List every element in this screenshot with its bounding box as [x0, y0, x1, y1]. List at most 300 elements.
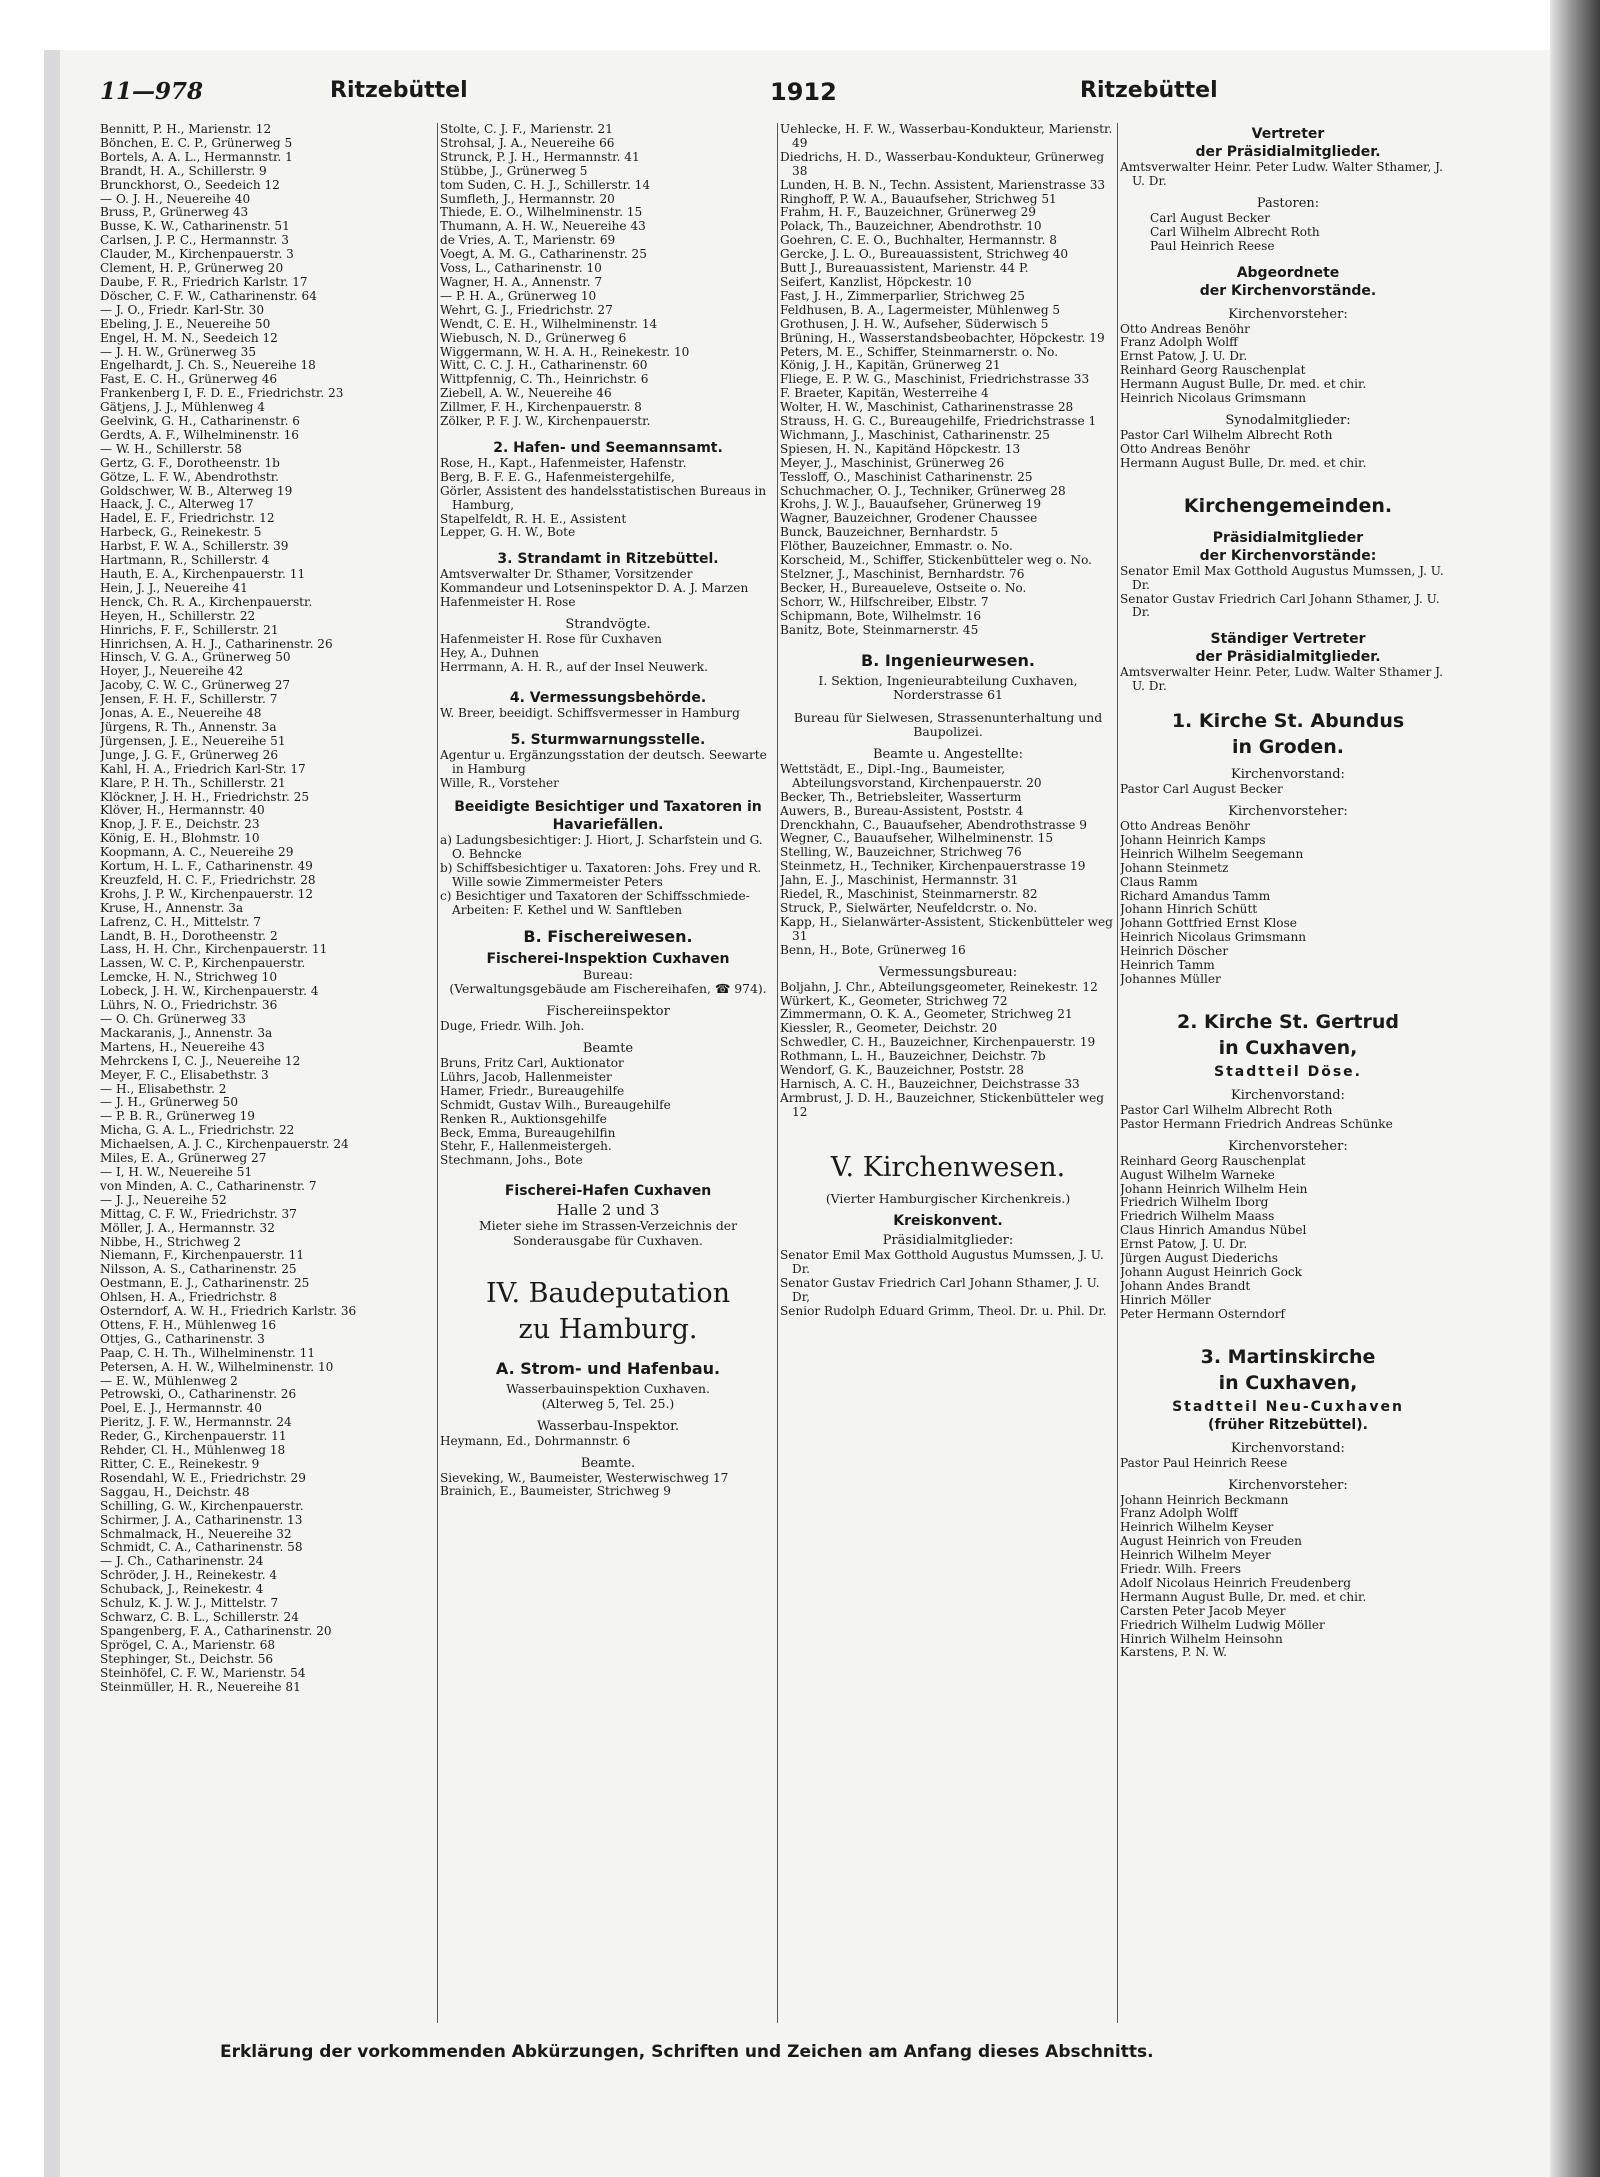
list-item: Grothusen, J. H. W., Aufseher, Süderwisch 5	[780, 317, 1049, 331]
column-3	[780, 123, 1116, 2038]
subsection-title: Kirchenvorstand:	[1231, 1440, 1345, 1456]
list-item: Ringhoff, P. W. A., Bauaufseher, Strichweg 51	[780, 192, 1057, 206]
list-item: Pastor Hermann Friedrich Andreas Schünke	[1120, 1117, 1393, 1131]
list-item: Krohs, J. P. W., Kirchenpauerstr. 12	[100, 887, 314, 901]
list-item: Wagner, H. A., Annenstr. 7	[440, 275, 603, 289]
list-item: Frankenberg I, F. D. E., Friedrichstr. 23	[100, 387, 344, 401]
list-item: Zimmermann, O. K. A., Geometer, Strichweg 21	[780, 1008, 1073, 1022]
list-item: Renken R., Auktionsgehilfe	[440, 1112, 607, 1126]
list-item: Heinrich Wilhelm Keyser	[1120, 1521, 1274, 1535]
section-title: Ständiger Vertreter	[1210, 631, 1366, 648]
list-item: Goehren, C. E. O., Buchhalter, Hermannstr. 8	[780, 234, 1057, 248]
list-item: Clauder, M., Kirchenpauerstr. 3	[100, 248, 294, 262]
list-item: Johann August Heinrich Gock	[1120, 1265, 1302, 1279]
list-item: — P. B. R., Grünerweg 19	[100, 1110, 255, 1124]
list-item: Ernst Patow, J. U. Dr.	[1120, 1238, 1248, 1252]
section-list	[440, 457, 776, 540]
list-item: Klöckner, J. H. H., Friedrichstr. 25	[100, 790, 310, 804]
list-item: Wagner, Bauzeichner, Grodener Chaussee	[780, 512, 1038, 526]
list-item: Wendorf, G. K., Bauzeichner, Poststr. 28	[780, 1064, 1024, 1078]
column-1	[100, 123, 436, 2038]
list-item: Strauss, H. G. C., Bureaugehilfe, Friedrichstrasse 1	[780, 415, 1097, 429]
list-item: Geelvink, G. H., Catharinenstr. 6	[100, 415, 300, 429]
list-item: Friedrich Wilhelm Maass	[1120, 1210, 1275, 1224]
subsection-title: Strandvögte.	[565, 617, 651, 633]
list-item: Kiessler, R., Geometer, Deichstr. 20	[780, 1022, 998, 1036]
list-item: Micha, G. A. L., Friedrichstr. 22	[100, 1124, 295, 1138]
list-item: Döscher, C. F. W., Catharinenstr. 64	[100, 289, 317, 303]
list-item: Voss, L., Catharinenstr. 10	[440, 262, 602, 276]
list-item: Boljahn, J. Chr., Abteilungsgeometer, Reinekestr. 12	[780, 980, 1098, 994]
list-item: Hey, A., Duhnen	[440, 647, 539, 660]
list-item: Harnisch, A. C. H., Bauzeichner, Deichstrasse 33	[780, 1077, 1080, 1091]
list-item: — J. O., Friedr. Karl-Str. 30	[100, 303, 265, 317]
page-header	[100, 78, 1480, 118]
list-item: Schmidt, Gustav Wilh., Bureaugehilfe	[440, 1098, 671, 1112]
list-item: Paap, C. H. Th., Wilhelminenstr. 11	[100, 1346, 316, 1360]
list-item: Thiede, E. O., Wilhelminenstr. 15	[440, 206, 643, 220]
section-title: A. Strom- und Hafenbau.	[495, 1359, 721, 1379]
section-title: Vertreter	[1251, 126, 1325, 142]
list-item: Nilsson, A. S., Catharinenstr. 25	[100, 1263, 297, 1277]
list-item: — J. H., Grünerweg 50	[100, 1096, 239, 1110]
centered-text: (Alterweg 5, Tel. 25.)	[541, 1396, 675, 1411]
list-item: Armbrust, J. D. H., Bauzeichner, Stickenbütteler weg 12	[780, 1091, 1104, 1119]
list-item: Hermann August Bulle, Dr. med. et chir.	[1120, 378, 1367, 392]
list-item: Franz Adolph Wolff	[1120, 336, 1238, 350]
subsection-title: Pastoren:	[1256, 195, 1320, 211]
list-item: — I, H. W., Neuereihe 51	[100, 1165, 253, 1179]
list-item: Reinhard Georg Rauschenplat	[1120, 1154, 1306, 1168]
section-title: in Groden.	[1232, 736, 1344, 759]
section-list	[1120, 820, 1456, 987]
column-1-list	[100, 123, 436, 1694]
list-item: Clement, H. P., Grünerweg 20	[100, 262, 284, 276]
centered-text: (Vierter Hamburgischer Kirchenkreis.)	[825, 1190, 1071, 1206]
list-item: Wiebusch, N. D., Grünerweg 6	[440, 331, 627, 345]
list-item: Heinrich Nicolaus Grimsmann	[1120, 392, 1307, 406]
page-columns	[100, 123, 1444, 2038]
column-divider	[777, 123, 778, 2023]
section-list	[780, 981, 1116, 1120]
list-item: Spiesen, H. N., Kapitänd Höpckestr. 13	[780, 442, 1021, 456]
list-item: Reder, G., Kirchenpauerstr. 11	[100, 1430, 287, 1444]
list-item: Peters, M. E., Schiffer, Steinmarnerstr. o. No.	[780, 345, 1059, 359]
list-item: Riedel, R., Maschinist, Steinmarnerstr. 82	[780, 888, 1038, 902]
list-item: Lepper, G. H. W., Bote	[440, 526, 576, 540]
list-item: Fast, E. C. H., Grünerweg 46	[100, 373, 278, 387]
list-item: Nibbe, H., Strichweg 2	[100, 1235, 242, 1249]
list-item: Stephinger, St., Deichstr. 56	[100, 1652, 274, 1666]
list-item: Senator Emil Max Gotthold Augustus Mumssen, J. U. Dr.	[1120, 564, 1444, 592]
list-item: Würkert, K., Geometer, Strichweg 72	[780, 994, 1008, 1008]
list-item: Wichmann, J., Maschinist, Catharinenstr. 25	[780, 428, 1050, 442]
list-item: Becker, Th., Betriebsleiter, Wasserturm	[780, 790, 1022, 804]
list-item: Sprögel, C. A., Marienstr. 68	[100, 1638, 276, 1652]
list-item: Schmidt, C. A., Catharinenstr. 58	[100, 1541, 303, 1555]
subsection-title: Synodalmitglieder:	[1225, 412, 1351, 428]
list-item: Lafrenz, C. H., Mittelstr. 7	[100, 915, 261, 929]
centered-text: I. Sektion, Ingenieurabteilung Cuxhaven, Norderstrasse 61	[818, 672, 1078, 703]
list-item: Stehr, F., Hallenmeistergeh.	[440, 1140, 612, 1154]
list-item: Tessloff, O., Maschinist Catharinenstr. 25	[780, 470, 1033, 484]
column-2-list	[440, 123, 776, 429]
list-item: Flöther, Bauzeichner, Emmastr. o. No.	[780, 540, 1013, 554]
subsection-title: Wasserbau-Inspektor.	[536, 1418, 680, 1434]
list-item: c) Besichtiger und Taxatoren der Schiffsschmiede-Arbeiten: F. Kethel und W. Sanftleben	[440, 890, 750, 917]
list-item: Duge, Friedr. Wilh. Joh.	[440, 1020, 585, 1034]
list-item: Senator Gustav Friedrich Carl Johann Sthamer, J. U. Dr,	[780, 1277, 1100, 1304]
list-item: Hadel, E. F., Friedrichstr. 12	[100, 512, 275, 526]
section-title: der Präsidialmitglieder.	[1195, 649, 1381, 666]
list-item: Kruse, H., Annenstr. 3a	[100, 901, 244, 915]
section-title: Beeidigte Besichtiger und Taxatoren in Havariefällen.	[454, 799, 762, 834]
list-item: Möller, J. A., Hermannstr. 32	[100, 1221, 275, 1235]
list-item: Steinmüller, H. R., Neuereihe 81	[100, 1680, 301, 1694]
list-item: Heinrich Wilhelm Meyer	[1120, 1549, 1271, 1563]
list-item: Schwedler, C. H., Bauzeichner, Kirchenpauerstr. 19	[780, 1036, 1096, 1050]
section-title: 5. Sturmwarnungsstelle.	[510, 731, 706, 748]
list-item: Kreuzfeld, H. C. F., Friedrichstr. 28	[100, 873, 316, 887]
list-item: Johann Heinrich Beckmann	[1120, 1493, 1289, 1507]
list-item: Harbeck, G., Reinekestr. 5	[100, 526, 262, 540]
section-list	[1120, 1104, 1456, 1132]
list-item: Henck, Ch. R. A., Kirchenpauerstr.	[100, 595, 313, 609]
part-title: V. Kirchenwesen.	[830, 1151, 1066, 1183]
section-list	[1120, 429, 1456, 471]
section-title: Stadtteil Neu-Cuxhaven	[1172, 1398, 1404, 1415]
column-2	[440, 123, 776, 2038]
list-item: Poel, E. J., Hermannstr. 40	[100, 1402, 262, 1416]
list-item: Ottjes, G., Catharinenstr. 3	[100, 1332, 265, 1346]
list-item: Kapp, H., Sielanwärter-Assistent, Stickenbütteler weg 31	[780, 915, 1113, 943]
list-item: Banitz, Bote, Steinmarnerstr. 45	[780, 623, 979, 637]
list-item: Butt J., Bureauassistent, Marienstr. 44 P.	[780, 262, 1029, 276]
list-item: Gercke, J. L. O., Bureauassistent, Strichweg 40	[780, 248, 1069, 262]
list-item: Otto Andreas Benöhr	[1120, 322, 1250, 336]
list-item: Amtsverwalter Dr. Sthamer, Vorsitzender	[440, 568, 693, 582]
list-item: Wille, R., Vorsteher	[440, 776, 559, 790]
list-item: tom Suden, C. H. J., Schillerstr. 14	[440, 178, 651, 192]
list-item: Ebeling, J. E., Neuereihe 50	[100, 317, 271, 331]
list-item: Otto Andreas Benöhr	[1120, 820, 1250, 834]
list-item: Stapelfeldt, R. H. E., Assistent	[440, 512, 627, 526]
section-list	[1120, 212, 1456, 254]
list-item: Kortum, H. L. F., Catharinenstr. 49	[100, 860, 313, 874]
list-item: Friedrich Wilhelm Iborg	[1120, 1196, 1269, 1210]
list-item: Steinmetz, H., Techniker, Kirchenpauerstrasse 19	[780, 860, 1086, 874]
list-item: Voegt, A. M. G., Catharinenstr. 25	[440, 248, 647, 262]
subsection-title: Beamte u. Angestellte:	[873, 746, 1023, 762]
part-title: zu Hamburg.	[518, 1314, 698, 1346]
section-title: 2. Kirche St. Gertrud	[1177, 1010, 1399, 1033]
section-title: Präsidialmitglieder	[1212, 529, 1364, 546]
list-item: Carlsen, J. P. C., Hermannstr. 3	[100, 234, 289, 248]
list-item: Gertz, G. F., Dorotheenstr. 1b	[100, 456, 280, 470]
section-title: in Cuxhaven,	[1218, 1371, 1358, 1394]
subsection-title: Vermessungsbureau:	[878, 964, 1018, 980]
list-item: Gätjens, J. J., Mühlenweg 4	[100, 401, 265, 415]
part-title: IV. Baudeputation	[486, 1278, 730, 1310]
list-item: Ritter, C. E., Reinekestr. 9	[100, 1458, 260, 1471]
centered-text: (Verwaltungsgebäude am Fischereihafen, ☎ 974).	[449, 981, 767, 997]
list-item: Stolte, C. J. F., Marienstr. 21	[440, 123, 613, 136]
list-item: Zillmer, F. H., Kirchenpauerstr. 8	[440, 401, 642, 415]
list-item: Krohs, J. W. J., Bauaufseher, Grünerweg 19	[780, 498, 1042, 512]
list-item: Lührs, Jacob, Hallenmeister	[440, 1070, 612, 1084]
list-item: Friedrich Wilhelm Ludwig Möller	[1120, 1618, 1325, 1632]
list-item: Götze, L. F. W., Abendrothstr.	[100, 470, 280, 484]
list-item: Mehrckens I, C. J., Neuereihe 12	[100, 1054, 301, 1068]
list-item: Strunck, P. J. H., Hermannstr. 41	[440, 150, 640, 164]
list-item: Wendt, C. E. H., Wilhelminenstr. 14	[440, 317, 658, 331]
list-item: Busse, K. W., Catharinenstr. 51	[100, 220, 290, 234]
list-item: Jahn, E. J., Maschinist, Hermannstr. 31	[780, 874, 1019, 888]
section-title: Kirchengemeinden.	[1183, 494, 1393, 517]
list-item: Korscheid, M., Schiffer, Stickenbütteler weg o. No.	[780, 554, 1092, 568]
list-item: Gerdts, A. F., Wilhelminenstr. 16	[100, 428, 299, 442]
list-item: Brunckhorst, O., Seedeich 12	[100, 178, 280, 192]
subsection-title: Halle 2 und 3	[556, 1201, 660, 1220]
list-item: Wittpfennig, C. Th., Heinrichstr. 6	[440, 373, 649, 387]
list-item: Heinrich Tamm	[1120, 959, 1215, 973]
list-item: Jürgensen, J. E., Neuereihe 51	[100, 734, 286, 748]
list-item: Stelling, W., Bauzeichner, Strichweg 76	[780, 846, 1022, 860]
section-list	[440, 707, 776, 721]
subsection-title: Kirchenvorsteher:	[1228, 1138, 1348, 1154]
section-title: 1. Kirche St. Abundus	[1171, 710, 1405, 733]
subsection-title: Beamte	[582, 1040, 634, 1056]
list-item: Sieveking, W., Baumeister, Westerwischweg 17	[440, 1471, 729, 1485]
list-item: Brandt, H. A., Schillerstr. 9	[100, 164, 267, 178]
scan-edge-right	[1550, 0, 1600, 2177]
list-item: Reinhard Georg Rauschenplat	[1120, 364, 1306, 378]
running-head-year: 1912	[770, 78, 837, 106]
list-item: Hafenmeister H. Rose	[440, 596, 576, 610]
section-list	[440, 834, 776, 917]
list-item: Otto Andreas Benöhr	[1120, 442, 1250, 456]
centered-text: Mieter siehe im Strassen-Verzeichnis der Sonderausgabe für Cuxhaven.	[478, 1218, 738, 1248]
section-title: 2. Hafen- und Seemannsamt.	[493, 439, 723, 456]
list-item: Niemann, F., Kirchenpauerstr. 11	[100, 1249, 305, 1263]
list-item: Wehrt, G. J., Friedrichstr. 27	[440, 303, 613, 317]
subsection-title: Kirchenvorstand:	[1231, 767, 1345, 783]
list-item: Wettstädt, E., Dipl.-Ing., Baumeister, Abteilungsvorstand, Kirchenpauerstr. 20	[780, 762, 1042, 790]
list-item: Amtsverwalter Heinr. Peter, Ludw. Walter Sthamer J. U. Dr.	[1120, 666, 1443, 694]
running-head-left: Ritzebüttel	[330, 78, 468, 103]
list-item: Martens, H., Neuereihe 43	[100, 1040, 265, 1054]
list-item: Mittag, C. F. W., Friedrichstr. 37	[100, 1207, 297, 1221]
list-item: Meyer, J., Maschinist, Grünerweg 26	[780, 456, 1005, 470]
list-item: Heinrich Döscher	[1120, 945, 1229, 959]
list-item: Becker, H., Bureaueleve, Ostseite o. No.	[780, 581, 1027, 595]
list-item: Hamer, Friedr., Bureaugehilfe	[440, 1084, 625, 1098]
list-item: — J. J., Neuereihe 52	[100, 1193, 227, 1207]
list-item: Witt, C. C. J. H., Catharinenstr. 60	[440, 359, 648, 373]
list-item: Bortels, A. A. L., Hermannstr. 1	[100, 150, 293, 164]
list-item: de Vries, A. T., Marienstr. 69	[440, 234, 616, 248]
list-item: Hinrich Möller	[1120, 1293, 1211, 1307]
list-item: Hermann August Bulle, Dr. med. et chir.	[1120, 456, 1367, 470]
list-item: Hauth, E. A., Kirchenpauerstr. 11	[100, 568, 306, 581]
list-item: Lobeck, J. H. W., Kirchenpauerstr. 4	[100, 985, 319, 999]
list-item: Jensen, F. H. F., Schillerstr. 7	[100, 693, 278, 707]
section-title: in Cuxhaven,	[1218, 1036, 1358, 1059]
list-item: Carl August Becker	[1150, 211, 1271, 225]
list-item: Hinsch, V. G. A., Grünerweg 50	[100, 651, 291, 665]
list-item: Jürgen August Diederichs	[1120, 1252, 1278, 1266]
list-item: Osterndorf, A. W. H., Friedrich Karlstr. 36	[100, 1305, 357, 1319]
list-item: Hinrichs, F. F., Schillerstr. 21	[100, 623, 279, 637]
list-item: Schorr, W., Hilfschreiber, Elbstr. 7	[780, 595, 989, 609]
list-item: — O. J. H., Neuereihe 40	[100, 192, 251, 206]
list-item: Fliege, E. P. W. G., Maschinist, Friedrichstrasse 33	[780, 373, 1090, 387]
list-item: Kahl, H. A., Friedrich Karl-Str. 17	[100, 762, 306, 776]
list-item: Hoyer, J., Neuereihe 42	[100, 665, 244, 679]
list-item: Jürgens, R. Th., Annenstr. 3a	[100, 720, 277, 734]
list-item: Stübbe, J., Grünerweg 5	[440, 164, 588, 178]
list-item: Rose, H., Kapt., Hafenmeister, Hafenstr.	[440, 456, 687, 470]
list-item: Mackaranis, J., Annenstr. 3a	[100, 1026, 273, 1040]
list-item: Pieritz, J. F. W., Hermannstr. 24	[100, 1416, 292, 1430]
list-item: Wiggermann, W. H. A. H., Reinekestr. 10	[440, 345, 690, 359]
list-item: Meyer, F. C., Elisabethstr. 3	[100, 1068, 269, 1082]
list-item: W. Breer, beeidigt. Schiffsvermesser in Hamburg	[440, 706, 740, 720]
list-item: Senior Rudolph Eduard Grimm, Theol. Dr. u. Phil. Dr.	[780, 1304, 1107, 1318]
list-item: Hartmann, R., Schillerstr. 4	[100, 554, 270, 568]
section-list	[1120, 1494, 1456, 1661]
section-list	[780, 763, 1116, 958]
list-item: F. Braeter, Kapitän, Westerreihe 4	[780, 387, 989, 401]
list-item: Herrmann, A. H. R., auf der Insel Neuwerk.	[440, 660, 708, 674]
list-item: Petrowski, O., Catharinenstr. 26	[100, 1388, 297, 1402]
list-item: Petersen, A. H. W., Wilhelminenstr. 10	[100, 1360, 334, 1374]
list-item: Goldschwer, W. B., Alterweg 19	[100, 484, 293, 498]
list-item: Carl Wilhelm Albrecht Roth	[1150, 225, 1320, 239]
list-item: — P. H. A., Grünerweg 10	[440, 289, 597, 303]
column-3-list	[780, 123, 1116, 638]
list-item: Fast, J. H., Zimmerparlier, Strichweg 25	[780, 289, 1025, 303]
section-list	[780, 1249, 1116, 1319]
subsection-title: Beamte.	[580, 1455, 636, 1471]
list-item: Lunden, H. B. N., Techn. Assistent, Marienstrasse 33	[780, 178, 1106, 192]
section-title: 3. Strandamt in Ritzebüttel.	[497, 551, 719, 568]
list-item: — O. Ch. Grünerweg 33	[100, 1013, 247, 1026]
list-item: König, J. H., Kapitän, Grünerweg 21	[780, 359, 1001, 373]
list-item: Koopmann, A. C., Neuereihe 29	[100, 846, 294, 860]
list-item: Schilling, G. W., Kirchenpauerstr.	[100, 1499, 304, 1513]
list-item: Landt, B. H., Dorotheenstr. 2	[100, 929, 278, 943]
section-title: Fischerei-Hafen Cuxhaven	[504, 1183, 712, 1200]
section-title: 3. Martinskirche	[1200, 1345, 1376, 1368]
list-item: Auwers, B., Bureau-Assistent, Poststr. 4	[780, 804, 1024, 818]
list-item: Senator Emil Max Gotthold Augustus Mumssen, J. U. Dr.	[780, 1249, 1104, 1277]
section-list	[440, 633, 776, 675]
list-item: Franz Adolph Wolff	[1120, 1507, 1238, 1521]
list-item: Frahm, H. F., Bauzeichner, Grünerweg 29	[780, 206, 1036, 220]
list-item: Pastor Carl August Becker	[1120, 783, 1283, 797]
side-label	[0, 0, 44, 2177]
list-item: Friedr. Wilh. Freers	[1120, 1563, 1241, 1577]
list-item: Strohsal, J. A., Neuereihe 66	[440, 136, 615, 150]
list-item: Görler, Assistent des handelsstatistischen Bureaus in Hamburg,	[440, 484, 767, 512]
list-item: — W. H., Schillerstr. 58	[100, 442, 243, 456]
list-item: Stechmann, Johs., Bote	[440, 1154, 583, 1168]
section-list	[1120, 323, 1456, 406]
list-item: Rothmann, L. H., Bauzeichner, Deichstr. 7b	[780, 1050, 1046, 1064]
list-item: Heinrich Wilhelm Seegemann	[1120, 847, 1304, 861]
list-item: Klare, P. H. Th., Schillerstr. 21	[100, 776, 286, 790]
list-item: Spangenberg, F. A., Catharinenstr. 20	[100, 1624, 332, 1638]
section-title: Kreiskonvent.	[893, 1213, 1003, 1230]
list-item: Wolter, H. W., Maschinist, Catharinenstrasse 28	[780, 401, 1074, 415]
list-item: Kommandeur und Lotseninspektor D. A. J. Marzen	[440, 582, 749, 596]
list-item: a) Ladungsbesichtiger: J. Hiort, J. Scharfstein und G. O. Behncke	[440, 834, 763, 862]
list-item: Johann Steinmetz	[1120, 861, 1229, 875]
running-head-right: Ritzebüttel	[1080, 78, 1218, 103]
list-item: Johann Gottfried Ernst Klose	[1120, 917, 1297, 931]
column-4	[1120, 123, 1456, 2038]
list-item: Lassen, W. C. P., Kirchenpauerstr.	[100, 957, 306, 971]
list-item: Junge, J. G. F., Grünerweg 26	[100, 748, 279, 762]
section-title: 4. Vermessungsbehörde.	[509, 689, 707, 706]
list-item: Agentur u. Ergänzungsstation der deutsch. Seewarte in Hamburg	[440, 748, 767, 776]
list-item: Senator Gustav Friedrich Carl Johann Sthamer, J. U. Dr.	[1120, 592, 1440, 620]
centered-text: Wasserbauinspektion Cuxhaven.	[506, 1381, 710, 1397]
centered-text: Bureau für Sielwesen, Strassenunterhaltung und Baupolizei.	[793, 709, 1103, 740]
section-title: der Kirchenvorstände:	[1199, 547, 1377, 564]
list-item: Bennitt, P. H., Marienstr. 12	[100, 123, 272, 136]
list-item: Feldhusen, B. A., Lagermeister, Mühlenweg 5	[780, 303, 1061, 317]
list-item: Heinrich Nicolaus Grimsmann	[1120, 931, 1307, 945]
list-item: Berg, B. F. E. G., Hafenmeistergehilfe,	[440, 470, 675, 484]
list-item: Pastor Paul Heinrich Reese	[1120, 1456, 1288, 1470]
section-title: Abgeordnete	[1236, 264, 1340, 281]
list-item: Stelzner, J., Maschinist, Bernhardstr. 76	[780, 568, 1025, 581]
list-item: b) Schiffsbesichtiger u. Taxatoren: Johs. Frey und R. Wille sowie Zimmermeister Peters	[440, 862, 762, 890]
subsection-title: Kirchenvorsteher:	[1228, 306, 1348, 322]
list-item: Richard Amandus Tamm	[1120, 889, 1271, 903]
section-title: (früher Ritzebüttel).	[1208, 1416, 1368, 1433]
list-item: Brainich, E., Baumeister, Strichweg 9	[440, 1485, 671, 1499]
list-item: Johann Andes Brandt	[1120, 1279, 1251, 1293]
centered-label: Bureau:	[583, 966, 633, 982]
subsection-title: Präsidialmitglieder:	[882, 1233, 1014, 1249]
list-item: Rehder, Cl. H., Mühlenweg 18	[100, 1444, 286, 1458]
list-item: Schuback, J., Reinekestr. 4	[100, 1583, 264, 1597]
list-item: Claus Hinrich Amandus Nübel	[1120, 1224, 1307, 1238]
list-item: Knop, J. F. E., Deichstr. 23	[100, 818, 260, 832]
list-item: Struck, P., Sielwärter, Neufeldcrstr. o. No.	[780, 901, 1038, 915]
list-item: Heymann, Ed., Dohrmannstr. 6	[440, 1434, 631, 1448]
list-item: Ziebell, A. W., Neuereihe 46	[440, 387, 612, 401]
section-list	[440, 1057, 776, 1168]
list-item: Saggau, H., Deichstr. 48	[100, 1485, 250, 1499]
list-item: Hinrichsen, A. H. J., Catharinenstr. 26	[100, 637, 333, 651]
list-item: Schirmer, J. A., Catharinenstr. 13	[100, 1513, 303, 1527]
list-item: König, E. H., Blohmstr. 10	[100, 832, 260, 846]
list-item: Schröder, J. H., Reinekestr. 4	[100, 1569, 278, 1583]
list-item: Drenckhahn, C., Bauaufseher, Abendrothstrasse 9	[780, 818, 1087, 832]
list-item: Ohlsen, H. A., Friedrichstr. 8	[100, 1291, 277, 1305]
list-item: Steinhöfel, C. F. W., Marienstr. 54	[100, 1666, 306, 1680]
list-item: Bönchen, E. C. P., Grünerweg 5	[100, 136, 293, 150]
list-item: Bunck, Bauzeichner, Bernhardstr. 5	[780, 526, 999, 540]
section-list	[440, 568, 776, 610]
list-item: Hafenmeister H. Rose für Cuxhaven	[440, 633, 662, 647]
list-item: Schwarz, C. B. L., Schillerstr. 24	[100, 1610, 299, 1624]
list-item: Ottens, F. H., Mühlenweg 16	[100, 1318, 277, 1332]
